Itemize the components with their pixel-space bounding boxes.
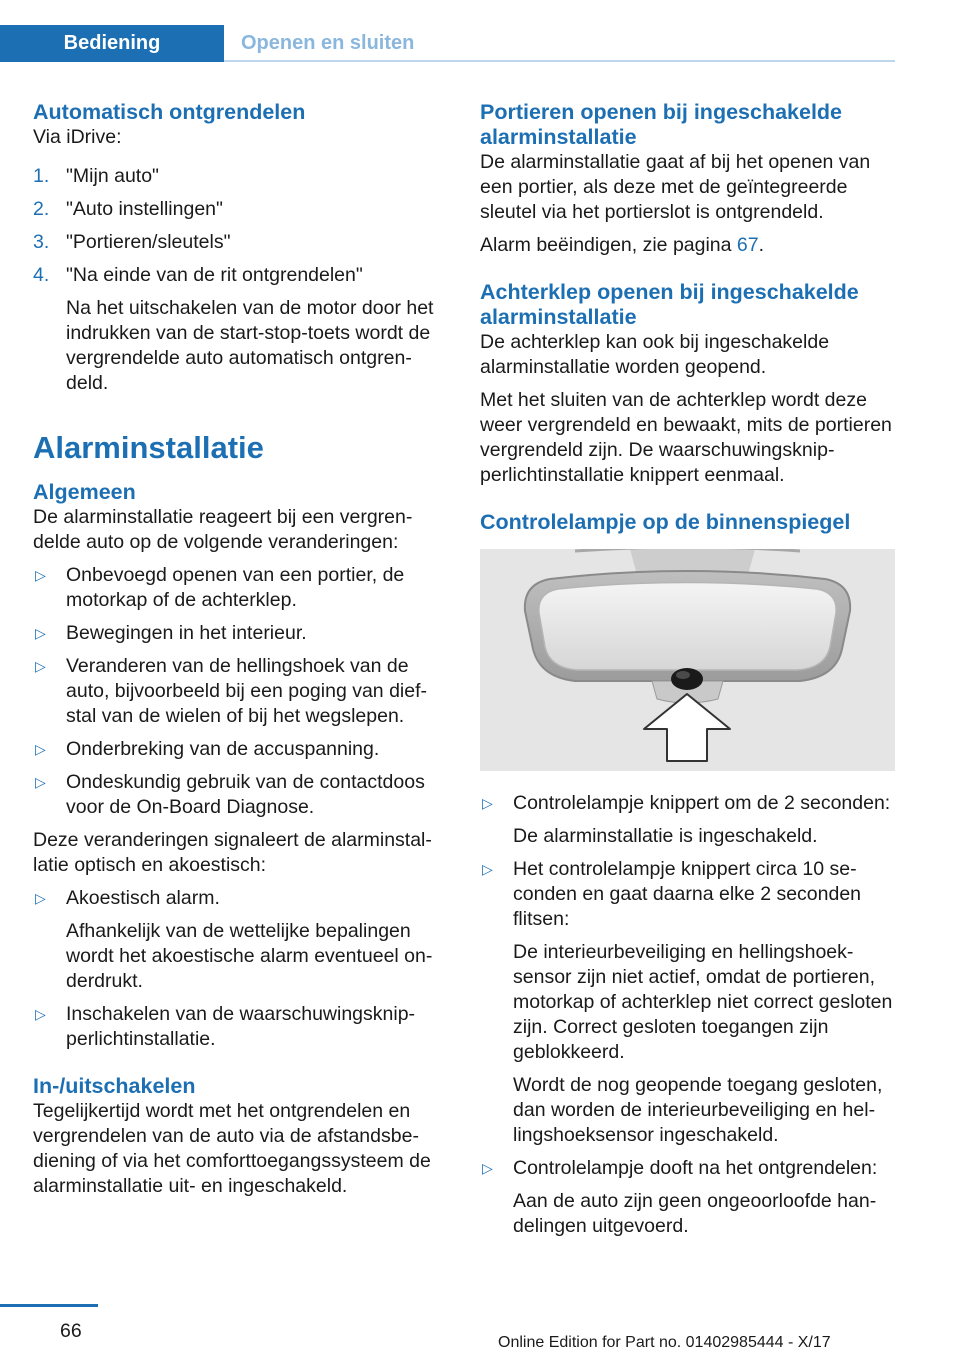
heading-auto-unlock: Automatisch ontgrendelen: [33, 100, 306, 124]
triangle-bullet-icon: ▷: [35, 567, 46, 583]
page-number: 66: [60, 1320, 82, 1342]
heading-general: Algemeen: [33, 480, 136, 504]
triangle-bullet-icon: ▷: [35, 658, 46, 674]
heading-lamp: Controlelampje op de binnenspiegel: [480, 510, 851, 534]
page-link-67[interactable]: 67: [736, 234, 759, 256]
list-item: 2. "Auto instellingen": [33, 198, 223, 220]
doors-text: De alarminstallatie gaat af bij het openen van een portier, als deze met de geïntegreerde sleutel via het portierslot is ontgrendeld.: [480, 151, 871, 223]
list-item: ▷ Controlelampje dooft na het ontgrendelen: Aan de auto zijn geen ongeoorloofde handelingen uitgevoerd.: [482, 1157, 878, 1237]
onoff-text: Tegelijkertijd wordt met het ontgrendelen en vergrendelen van de auto via de afstandsbediening of via het comforttoegangssysteem de alarminstallatie uit- en ingeschakeld.: [33, 1100, 431, 1197]
section-title-alarm: Alarminstallatie: [33, 430, 264, 465]
triangle-bullet-icon: ▷: [482, 795, 493, 811]
chapter-tabs: [0, 25, 895, 62]
list-item: ▷ Veranderen van de hellingshoek van de auto, bijvoorbeeld bij een poging van diefstal van de wielen of bij het wegslepen.: [35, 655, 428, 727]
signal-intro: Deze veranderingen signaleert de alarminstallatie optisch en akoestisch:: [33, 829, 432, 876]
triangle-bullet-icon: ▷: [35, 741, 46, 757]
list-item: ▷ Akoestisch alarm. Afhankelijk van de wettelijke bepalingen wordt het akoestische alarm eventueel onderdrukt.: [35, 887, 433, 992]
list-item: 1. "Mijn auto": [33, 165, 159, 187]
trigger-list: [33, 563, 445, 820]
triangle-bullet-icon: ▷: [35, 1006, 46, 1022]
auto-unlock-steps: [33, 164, 445, 396]
list-item: ▷ Controlelampje knippert om de 2 seconden: De alarminstallatie is ingeschakeld.: [482, 792, 891, 847]
triangle-bullet-icon: ▷: [482, 1160, 493, 1176]
general-intro: De alarminstallatie reageert bij een vergrendelde auto op de volgende veranderingen:: [33, 506, 413, 553]
lamp-list: [480, 791, 895, 1239]
doors-ref: Alarm beëindigen, zie pagina 67.: [480, 234, 765, 256]
list-item: ▷ Onderbreking van de accuspanning.: [35, 738, 380, 760]
rearview-mirror-image: [480, 549, 895, 771]
list-item: ▷ Bewegingen in het interieur.: [35, 622, 307, 644]
left-column: [33, 100, 445, 1207]
mirror-illustration: [480, 549, 895, 771]
tailgate-p1: De achterklep kan ook bij ingeschakelde alarminstallatie worden geopend.: [480, 331, 830, 378]
step-detail: Na het uitschakelen van de motor door het indrukken van de start-stop-toets wordt de vergrendelde auto automatisch ontgrendeld.: [66, 297, 434, 394]
tab-openen-en-sluiten[interactable]: Openen en sluiten: [241, 32, 415, 54]
triangle-bullet-icon: ▷: [482, 861, 493, 877]
right-column: [480, 100, 895, 1247]
list-item: ▷ Inschakelen van de waarschuwingsknipperlichtinstallatie.: [35, 1003, 416, 1050]
signal-list: [33, 886, 445, 1052]
list-item: ▷ Ondeskundig gebruik van de contactdoos voor de On-Board Diagnose.: [35, 771, 425, 818]
heading-tailgate: Achterklep openen bij ingeschakelde alarminstallatie: [480, 280, 859, 329]
triangle-bullet-icon: ▷: [35, 890, 46, 906]
list-item: 4. "Na einde van de rit ontgrendelen" Na het uitschakelen van de motor door het indrukken van de start-stop-toets wordt de vergrendelde auto automatisch ontgrendeld.: [33, 263, 445, 396]
tailgate-p2: Met het sluiten van de achterklep wordt deze weer vergrendeld en bewaakt, mits de portieren vergrendeld zijn. De waarschuwingsknipperlichtinstallatie knippert eenmaal.: [480, 389, 892, 486]
footer-rule: [0, 1304, 98, 1307]
list-item: ▷ Onbevoegd openen van een portier, de motorkap of de achterklep.: [35, 564, 405, 611]
list-item: ▷ Het controlelampje knippert circa 10 seconden en gaat daarna elke 2 seconden flitsen: De interieurbeveiliging en hellingshoeksensor zijn niet actief, omdat de portieren, motorkap of achterklep niet correct gesloten zijn. Correct gesloten toegangen zijn geblokkeerd. Wordt de nog geopende toegang gesloten, dan worden de interieurbeveiliging en hellingshoeksensor ingeschakeld.: [482, 858, 893, 1146]
auto-unlock-intro: Via iDrive:: [33, 126, 122, 148]
heading-onoff: In-/uitschakelen: [33, 1074, 196, 1098]
edition-line: Online Edition for Part no. 01402985444 - X/17: [498, 1334, 831, 1351]
heading-doors: Portieren openen bij ingeschakelde alarminstallatie: [480, 100, 843, 149]
tab-underline: [224, 60, 895, 62]
triangle-bullet-icon: ▷: [35, 625, 46, 641]
triangle-bullet-icon: ▷: [35, 774, 46, 790]
tab-bediening[interactable]: Bediening: [0, 25, 224, 62]
list-item: 3. "Portieren/sleutels": [33, 231, 231, 253]
